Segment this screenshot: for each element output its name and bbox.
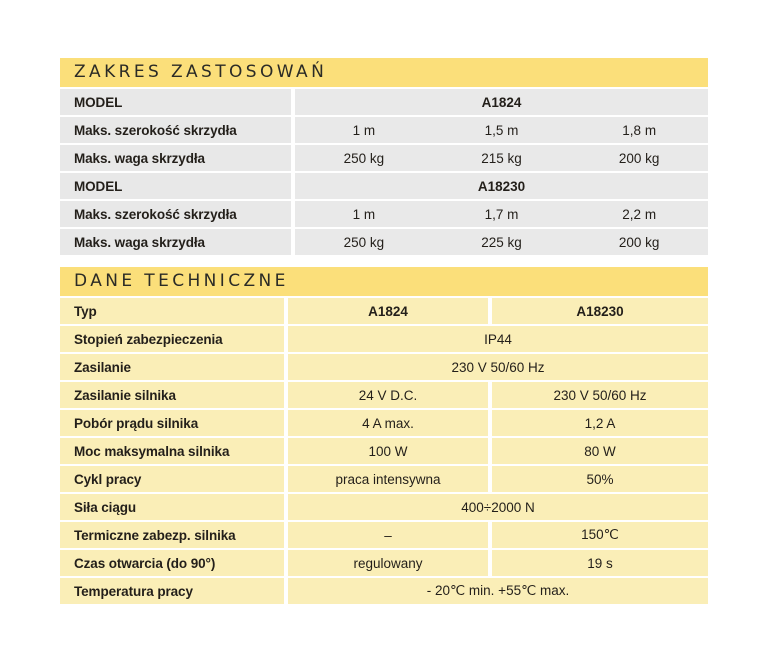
row-value-1: praca intensywna <box>288 466 488 492</box>
technical-data-table <box>60 267 708 604</box>
row-label: Typ <box>60 298 284 324</box>
table-row <box>60 578 708 604</box>
row-value-1: – <box>288 522 488 548</box>
row-value: IP44 <box>288 326 708 352</box>
row-value-2: 150℃ <box>492 522 708 548</box>
row-values <box>295 145 708 171</box>
row-value-2: 225 kg <box>481 234 522 250</box>
table-row <box>60 494 708 520</box>
row-value-2: A18230 <box>492 298 708 324</box>
table-row <box>60 173 708 199</box>
row-value-1: 1 m <box>352 206 376 222</box>
table-row <box>60 466 708 492</box>
row-value-1: 250 kg <box>343 234 385 250</box>
row-value-2: 80 W <box>492 438 708 464</box>
row-label: Pobór prądu silnika <box>60 410 284 436</box>
row-value-3: 1,8 m <box>622 122 657 138</box>
row-values <box>295 229 708 255</box>
row-label: Maks. szerokość skrzydła <box>60 117 291 143</box>
row-label: MODEL <box>60 89 291 115</box>
row-value-1: 100 W <box>288 438 488 464</box>
row-label: Maks. szerokość skrzydła <box>60 201 291 227</box>
row-value-2: 50% <box>492 466 708 492</box>
row-label: Maks. waga skrzydła <box>60 229 291 255</box>
row-label: Stopień zabezpieczenia <box>60 326 284 352</box>
row-label: Zasilanie <box>60 354 284 380</box>
row-label: Moc maksymalna silnika <box>60 438 284 464</box>
row-value-2: 1,7 m <box>484 206 519 222</box>
row-value-2: 215 kg <box>481 150 522 166</box>
table-row <box>60 89 708 115</box>
row-value: A1824 <box>295 89 708 115</box>
row-label: Zasilanie silnika <box>60 382 284 408</box>
table-row <box>60 229 708 255</box>
row-value-2: 19 s <box>492 550 708 576</box>
table-row <box>60 145 708 171</box>
row-value: A18230 <box>295 173 708 199</box>
row-value-2: 1,5 m <box>484 122 519 138</box>
row-value-3: 2,2 m <box>622 206 657 222</box>
table-row <box>60 382 708 408</box>
row-value-2: 1,2 A <box>492 410 708 436</box>
row-value-1: 24 V D.C. <box>288 382 488 408</box>
row-label: Czas otwarcia (do 90°) <box>60 550 284 576</box>
table-row <box>60 354 708 380</box>
row-label: Termiczne zabezp. silnika <box>60 522 284 548</box>
row-label: MODEL <box>60 173 291 199</box>
section-title-application-range: ZAKRES ZASTOSOWAŃ <box>60 58 708 87</box>
row-values <box>295 201 708 227</box>
row-value: - 20℃ min. +55℃ max. <box>288 578 708 604</box>
row-value: 230 V 50/60 Hz <box>288 354 708 380</box>
table-row <box>60 298 708 324</box>
section-title-technical-data: DANE TECHNICZNE <box>60 267 708 296</box>
table-row <box>60 117 708 143</box>
row-value: 400÷2000 N <box>288 494 708 520</box>
row-value-1: 250 kg <box>343 150 385 166</box>
row-value-3: 200 kg <box>618 150 660 166</box>
row-value-2: 230 V 50/60 Hz <box>492 382 708 408</box>
table-row <box>60 550 708 576</box>
table-row <box>60 410 708 436</box>
row-label: Siła ciągu <box>60 494 284 520</box>
row-value-1: regulowany <box>288 550 488 576</box>
row-label: Maks. waga skrzydła <box>60 145 291 171</box>
table-row <box>60 326 708 352</box>
row-values <box>295 117 708 143</box>
table-row <box>60 201 708 227</box>
application-range-table <box>60 58 708 255</box>
row-value-1: A1824 <box>288 298 488 324</box>
row-value-1: 1 m <box>352 122 376 138</box>
table-row <box>60 438 708 464</box>
row-label: Cykl pracy <box>60 466 284 492</box>
table-row <box>60 522 708 548</box>
row-label: Temperatura pracy <box>60 578 284 604</box>
row-value-3: 200 kg <box>618 234 660 250</box>
row-value-1: 4 A max. <box>288 410 488 436</box>
